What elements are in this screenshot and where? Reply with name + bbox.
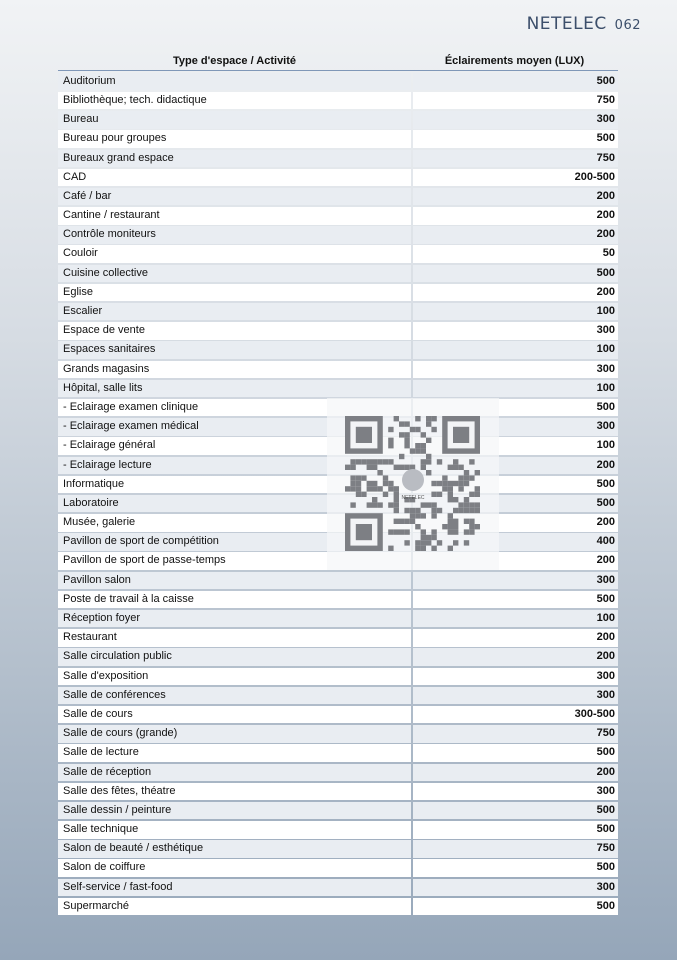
lux-value-cell: 500 <box>413 744 619 761</box>
table-row <box>58 840 618 857</box>
table-row <box>58 572 618 589</box>
table-row <box>58 610 618 627</box>
lux-value-cell: 200 <box>413 207 619 224</box>
space-type-cell: Salon de beauté / esthétique <box>58 840 411 857</box>
space-type-cell: - Eclairage lecture <box>58 457 411 474</box>
lux-value-cell: 200 <box>413 629 619 646</box>
lux-value-cell: 200 <box>413 514 619 531</box>
lux-value-cell: 200 <box>413 648 619 665</box>
table-row <box>58 284 618 301</box>
space-type-cell: Couloir <box>58 245 411 262</box>
table-row <box>58 303 618 320</box>
lux-value-cell: 300 <box>413 322 619 339</box>
lux-value-cell: 750 <box>413 725 619 742</box>
lux-value-cell: 500 <box>413 859 619 876</box>
space-type-cell: Poste de travail à la caisse <box>58 591 411 608</box>
lux-value-cell: 500 <box>413 821 619 838</box>
space-type-cell: Espace de vente <box>58 322 411 339</box>
space-type-cell: Salle d'exposition <box>58 668 411 685</box>
lux-value-cell: 200 <box>413 284 619 301</box>
table-row <box>58 207 618 224</box>
lux-value-cell: 200 <box>413 188 619 205</box>
table-row <box>58 744 618 761</box>
table-row <box>58 802 618 819</box>
lux-value-cell: 300 <box>413 783 619 800</box>
table-row <box>58 668 618 685</box>
space-type-cell: Hôpital, salle lits <box>58 380 411 397</box>
space-type-cell: Bureau pour groupes <box>58 130 411 147</box>
space-type-cell: Informatique <box>58 476 411 493</box>
space-type-cell: Self-service / fast-food <box>58 879 411 896</box>
table-row <box>58 706 618 723</box>
space-type-cell: Salle de cours <box>58 706 411 723</box>
space-type-cell: Laboratoire <box>58 495 411 512</box>
table-row <box>58 591 618 608</box>
lux-value-cell: 400 <box>413 533 619 550</box>
lux-value-cell: 100 <box>413 380 619 397</box>
table-row <box>58 380 618 397</box>
lux-value-cell: 200 <box>413 226 619 243</box>
space-type-cell: Restaurant <box>58 629 411 646</box>
space-type-cell: Salle des fêtes, théatre <box>58 783 411 800</box>
lux-value-cell: 500 <box>413 130 619 147</box>
table-row <box>58 725 618 742</box>
lux-value-cell: 500 <box>413 476 619 493</box>
space-type-cell: Escalier <box>58 303 411 320</box>
space-type-cell: Salle circulation public <box>58 648 411 665</box>
lux-value-cell: 500 <box>413 591 619 608</box>
lux-value-cell: 750 <box>413 840 619 857</box>
lux-value-cell: 500 <box>413 495 619 512</box>
qr-code-watermark <box>327 398 499 570</box>
space-type-cell: - Eclairage examen clinique <box>58 399 411 416</box>
space-type-cell: Auditorium <box>58 73 411 90</box>
space-type-cell: Café / bar <box>58 188 411 205</box>
table-row <box>58 629 618 646</box>
table-row <box>58 821 618 838</box>
space-type-cell: Bureau <box>58 111 411 128</box>
qr-logo-text: NETELEC <box>401 495 425 501</box>
table-row <box>58 648 618 665</box>
space-type-cell: Salle dessin / peinture <box>58 802 411 819</box>
space-type-cell: Pavillon de sport de compétition <box>58 533 411 550</box>
table-row <box>58 322 618 339</box>
table-row <box>58 188 618 205</box>
lux-value-cell: 300 <box>413 418 619 435</box>
lux-value-cell: 500 <box>413 399 619 416</box>
space-type-cell: Salle de conférences <box>58 687 411 704</box>
lux-value-cell: 300 <box>413 668 619 685</box>
table-row <box>58 150 618 167</box>
lux-value-cell: 100 <box>413 610 619 627</box>
space-type-cell: Supermarché <box>58 898 411 915</box>
space-type-cell: Eglise <box>58 284 411 301</box>
table-row <box>58 879 618 896</box>
space-type-cell: Pavillon salon <box>58 572 411 589</box>
space-type-cell: Musée, galerie <box>58 514 411 531</box>
brand-logo <box>527 14 641 34</box>
lux-value-cell: 300 <box>413 361 619 378</box>
space-type-cell: Bibliothèque; tech. didactique <box>58 92 411 109</box>
brand-name: NETELEC <box>526 14 607 34</box>
table-row <box>58 361 618 378</box>
table-row <box>58 783 618 800</box>
table-row <box>58 859 618 876</box>
space-type-cell: Contrôle moniteurs <box>58 226 411 243</box>
qr-code-icon <box>327 398 499 570</box>
lux-value-cell: 100 <box>413 437 619 454</box>
lux-value-cell: 100 <box>413 341 619 358</box>
table-row <box>58 341 618 358</box>
lux-value-cell: 500 <box>413 898 619 915</box>
lux-value-cell: 200-500 <box>413 169 619 186</box>
lux-value-cell: 300-500 <box>413 706 619 723</box>
space-type-cell: Salle de cours (grande) <box>58 725 411 742</box>
page-number: 062 <box>614 18 641 33</box>
table-row <box>58 687 618 704</box>
space-type-cell: Salle de lecture <box>58 744 411 761</box>
lux-value-cell: 200 <box>413 764 619 781</box>
space-type-cell: Salon de coiffure <box>58 859 411 876</box>
table-row <box>58 226 618 243</box>
space-type-cell: Salle de réception <box>58 764 411 781</box>
table-row <box>58 111 618 128</box>
table-header <box>58 52 618 71</box>
table-row <box>58 764 618 781</box>
space-type-cell: Pavillon de sport de passe-temps <box>58 552 411 569</box>
lux-value-cell: 300 <box>413 111 619 128</box>
lux-value-cell: 300 <box>413 687 619 704</box>
space-type-cell: Réception foyer <box>58 610 411 627</box>
lux-value-cell: 500 <box>413 802 619 819</box>
column-header-space-type: Type d'espace / Activité <box>172 55 297 67</box>
table-row <box>58 169 618 186</box>
lux-value-cell: 750 <box>413 150 619 167</box>
space-type-cell: Espaces sanitaires <box>58 341 411 358</box>
lux-value-cell: 100 <box>413 303 619 320</box>
table-row <box>58 898 618 915</box>
column-header-illuminance: Éclairements moyen (LUX) <box>444 55 585 67</box>
space-type-cell: - Eclairage général <box>58 437 411 454</box>
space-type-cell: Grands magasins <box>58 361 411 378</box>
space-type-cell: Salle technique <box>58 821 411 838</box>
table-row <box>58 130 618 147</box>
table-row <box>58 245 618 262</box>
lux-value-cell: 750 <box>413 92 619 109</box>
lux-value-cell: 50 <box>413 245 619 262</box>
lux-value-cell: 300 <box>413 572 619 589</box>
space-type-cell: CAD <box>58 169 411 186</box>
table-row <box>58 73 618 90</box>
lux-value-cell: 300 <box>413 879 619 896</box>
space-type-cell: Cuisine collective <box>58 265 411 282</box>
lux-value-cell: 500 <box>413 73 619 90</box>
lux-value-cell: 200 <box>413 457 619 474</box>
lux-value-cell: 200 <box>413 552 619 569</box>
lux-value-cell: 500 <box>413 265 619 282</box>
table-row <box>58 265 618 282</box>
table-row <box>58 92 618 109</box>
space-type-cell: Cantine / restaurant <box>58 207 411 224</box>
space-type-cell: - Eclairage examen médical <box>58 418 411 435</box>
space-type-cell: Bureaux grand espace <box>58 150 411 167</box>
